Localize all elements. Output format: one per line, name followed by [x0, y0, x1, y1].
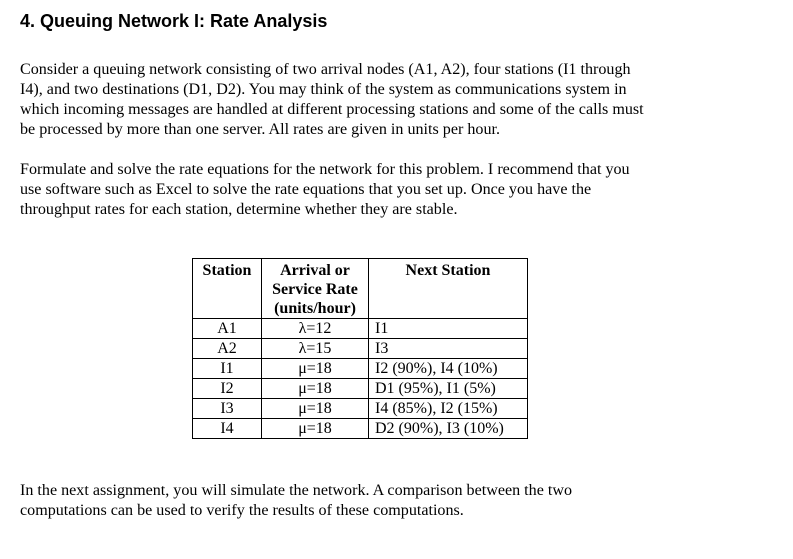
text-line: which incoming messages are handled at different processing stations and some of the calls must — [20, 101, 644, 118]
intro-paragraph — [20, 60, 760, 140]
next-station-cell: I3 — [369, 339, 528, 359]
station-cell: I1 — [193, 359, 262, 379]
table-row — [193, 399, 528, 419]
text-line: computations can be used to verify the results of these computations. — [20, 502, 464, 519]
next-station-cell: I2 (90%), I4 (10%) — [369, 359, 528, 379]
header-rate-line: (units/hour) — [274, 300, 356, 317]
text-line: Formulate and solve the rate equations for the network for this problem. I recommend that you — [20, 161, 630, 178]
table-header-row — [193, 259, 528, 319]
rate-cell: μ=18 — [262, 419, 369, 439]
task-paragraph — [20, 160, 760, 220]
station-cell: I2 — [193, 379, 262, 399]
text-line: throughput rates for each station, determine whether they are stable. — [20, 201, 458, 218]
next-station-cell: I1 — [369, 319, 528, 339]
rate-cell: μ=18 — [262, 379, 369, 399]
rate-cell: λ=12 — [262, 319, 369, 339]
station-cell: A1 — [193, 319, 262, 339]
rate-cell: λ=15 — [262, 339, 369, 359]
header-station: Station — [193, 259, 262, 319]
table-row — [193, 419, 528, 439]
text-line: Consider a queuing network consisting of two arrival nodes (A1, A2), four stations (I1 through — [20, 61, 631, 78]
next-station-cell: D1 (95%), I1 (5%) — [369, 379, 528, 399]
header-next-station: Next Station — [369, 259, 528, 319]
station-cell: I4 — [193, 419, 262, 439]
closing-paragraph — [20, 481, 760, 521]
next-station-cell: D2 (90%), I3 (10%) — [369, 419, 528, 439]
header-rate-line: Service Rate — [272, 281, 358, 298]
text-line: be processed by more than one server. All rates are given in units per hour. — [20, 121, 500, 138]
rate-cell: μ=18 — [262, 399, 369, 419]
next-station-cell: I4 (85%), I2 (15%) — [369, 399, 528, 419]
table-row — [193, 359, 528, 379]
rates-table — [192, 258, 528, 439]
rate-cell: μ=18 — [262, 359, 369, 379]
station-cell: A2 — [193, 339, 262, 359]
header-rate-line: Arrival or — [280, 262, 350, 279]
text-line: use software such as Excel to solve the rate equations that you set up. Once you have the — [20, 181, 592, 198]
page-title: 4. Queuing Network I: Rate Analysis — [20, 11, 328, 31]
table-row — [193, 319, 528, 339]
station-cell: I3 — [193, 399, 262, 419]
table-row — [193, 339, 528, 359]
table-row — [193, 379, 528, 399]
text-line: I4), and two destinations (D1, D2). You may think of the system as communications system in — [20, 81, 627, 98]
header-rate — [262, 259, 369, 319]
text-line: In the next assignment, you will simulate the network. A comparison between the two — [20, 482, 572, 499]
